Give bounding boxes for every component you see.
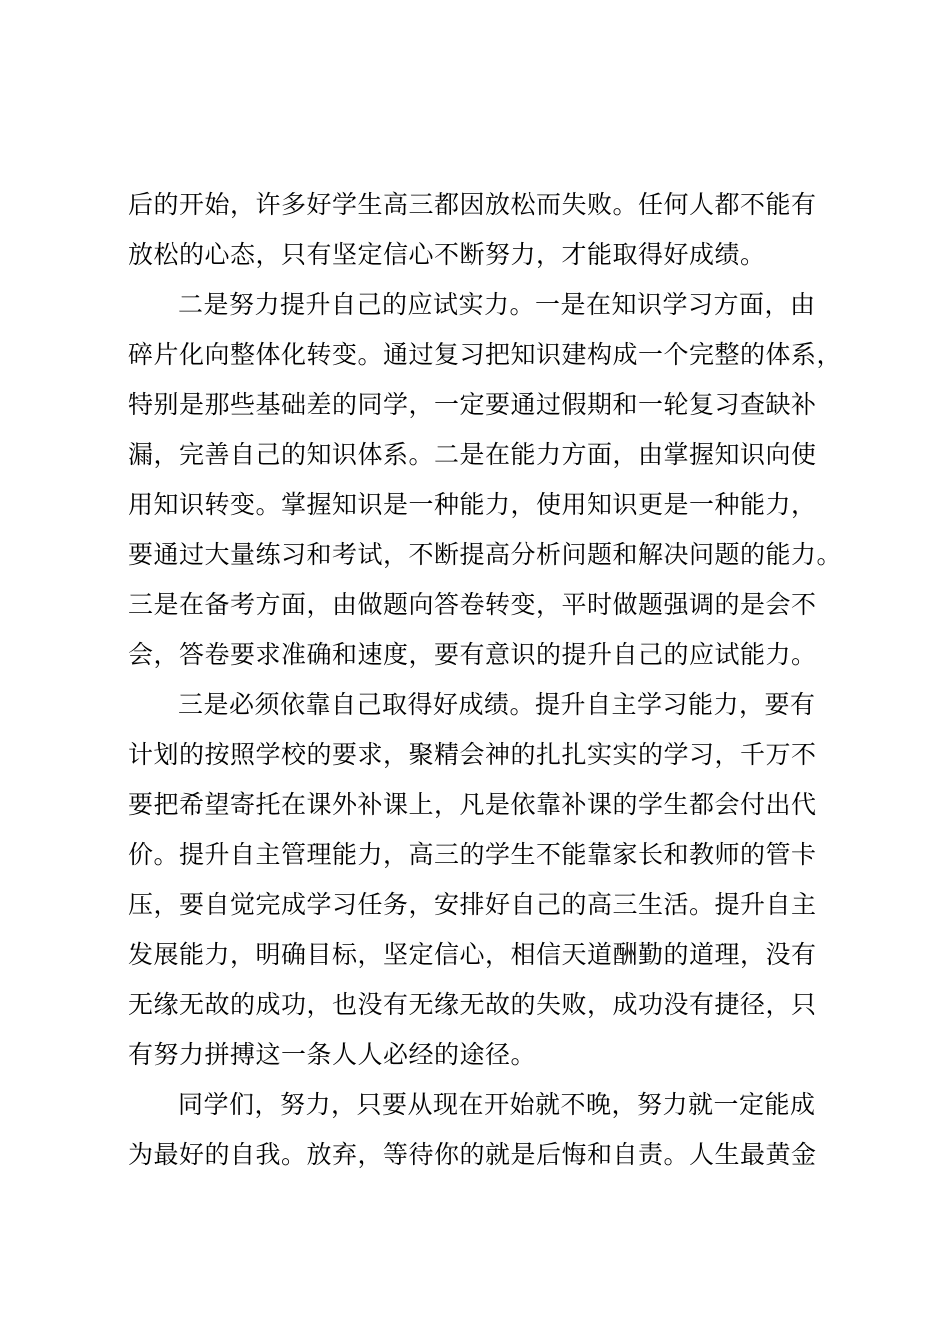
text-line: 价。提升自主管理能力，高三的学生不能靠家长和教师的管卡 xyxy=(128,840,817,869)
paragraph-3 xyxy=(128,680,848,1080)
text-line: 会，答卷要求准确和速度，要有意识的提升自己的应试能力。 xyxy=(128,640,817,669)
text-line: 三是在备考方面，由做题向答卷转变，平时做题强调的是会不 xyxy=(128,590,817,619)
text-line: 为最好的自我。放弃，等待你的就是后悔和自责。人生最黄金 xyxy=(128,1140,817,1169)
text-line: 特别是那些基础差的同学，一定要通过假期和一轮复习查缺补 xyxy=(128,390,817,419)
paragraph-2 xyxy=(128,280,848,680)
text-line: 要通过大量练习和考试，不断提高分析问题和解决问题的能力。 xyxy=(128,540,843,569)
text-line: 要把希望寄托在课外补课上，凡是依靠补课的学生都会付出代 xyxy=(128,790,817,819)
text-line: 计划的按照学校的要求，聚精会神的扎扎实实的学习，千万不 xyxy=(128,740,817,769)
text-line: 同学们，努力，只要从现在开始就不晚，努力就一定能成 xyxy=(178,1090,816,1119)
text-line: 三是必须依靠自己取得好成绩。提升自主学习能力，要有 xyxy=(178,690,816,719)
text-line: 发展能力，明确目标，坚定信心，相信天道酬勤的道理，没有 xyxy=(128,940,817,969)
text-line: 碎片化向整体化转变。通过复习把知识建构成一个完整的体系， xyxy=(128,340,843,369)
text-line: 用知识转变。掌握知识是一种能力，使用知识更是一种能力， xyxy=(128,490,817,519)
text-line: 放松的心态，只有坚定信心不断努力，才能取得好成绩。 xyxy=(128,240,766,269)
text-line: 有努力拼搏这一条人人必经的途径。 xyxy=(128,1040,537,1069)
text-line: 二是努力提升自己的应试实力。一是在知识学习方面，由 xyxy=(178,290,816,319)
paragraph-1 xyxy=(128,180,848,280)
text-line: 后的开始，许多好学生高三都因放松而失败。任何人都不能有 xyxy=(128,190,817,219)
text-line: 压，要自觉完成学习任务，安排好自己的高三生活。提升自主 xyxy=(128,890,817,919)
document-body xyxy=(128,180,848,1180)
paragraph-4 xyxy=(128,1080,848,1180)
text-line: 无缘无故的成功，也没有无缘无故的失败，成功没有捷径，只 xyxy=(128,990,817,1019)
text-line: 漏，完善自己的知识体系。二是在能力方面，由掌握知识向使 xyxy=(128,440,817,469)
